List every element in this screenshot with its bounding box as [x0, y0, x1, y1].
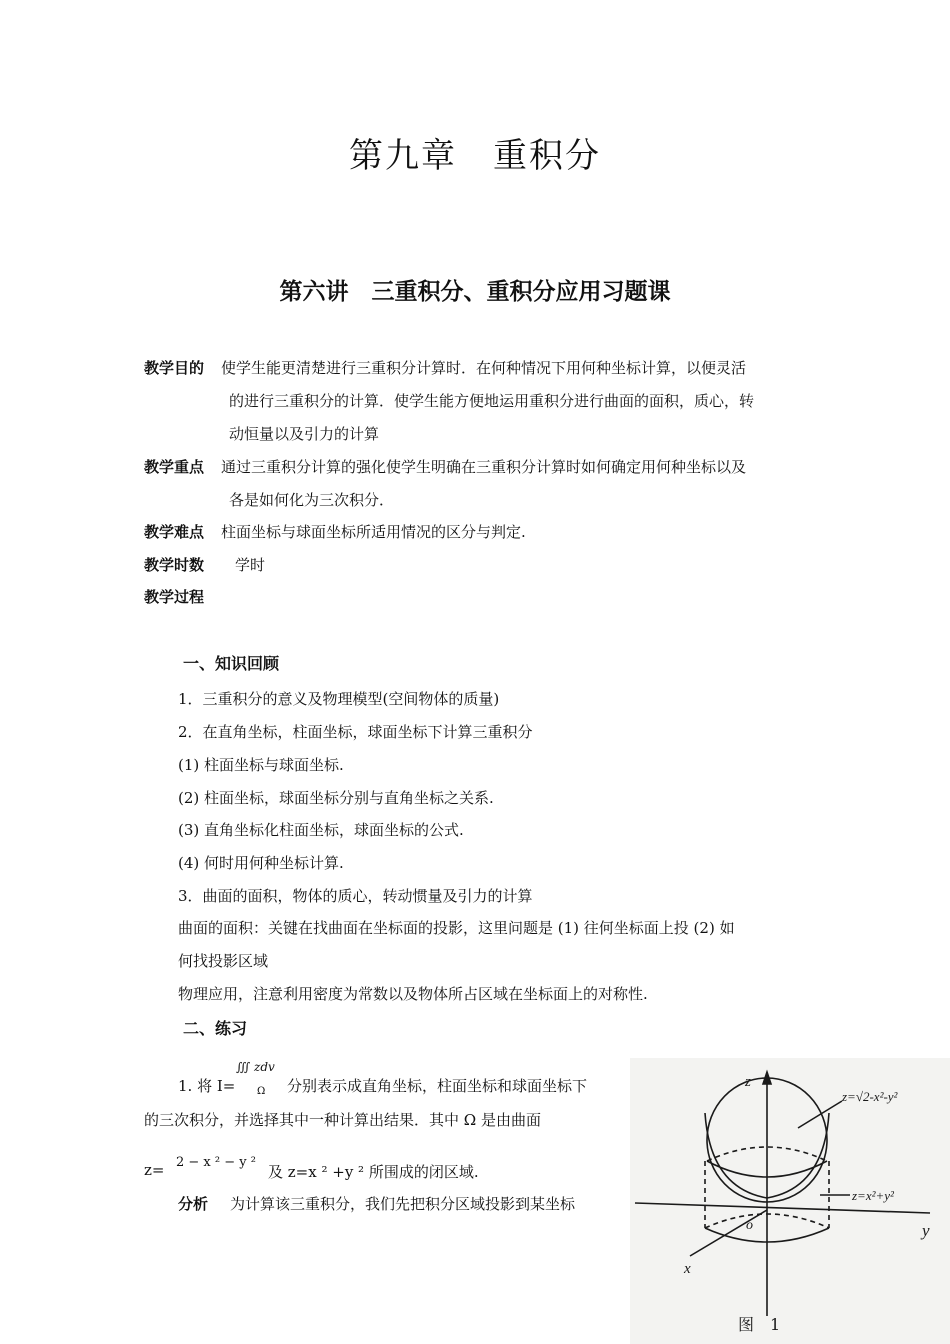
paraboloid-label: z=x²+y² — [852, 1188, 894, 1203]
triple-integral-symbol: ∭ zdv — [236, 1060, 275, 1074]
purpose-label: 教学目的 — [144, 359, 205, 377]
sqrt-expression: 2 − x ² − y ² — [176, 1155, 256, 1170]
purpose-line-1: 使学生能更清楚进行三重积分计算时．在何种情况下用何种坐标计算，以便灵活 — [221, 359, 747, 377]
list-item: (4) 何时用何种坐标计算. — [178, 854, 344, 872]
lecture-title: 第六讲 三重积分、重积分应用习题课 — [279, 279, 671, 305]
list-item: 1．三重积分的意义及物理模型(空间物体的质量) — [178, 690, 500, 708]
key-line-2: 各是如何化为三次积分． — [229, 491, 395, 509]
problem-prefix: 1. 将 I= — [178, 1077, 236, 1095]
difficulty-label: 教学难点 — [144, 523, 205, 541]
analysis-label: 分析 — [178, 1195, 209, 1213]
sphere-label: z=√2-x²-y² — [842, 1089, 898, 1104]
list-item: (3) 直角坐标化柱面坐标，球面坐标的公式. — [178, 821, 464, 839]
y-axis-label: y — [922, 1221, 930, 1240]
list-item: 3．曲面的面积，物体的质心，转动惯量及引力的计算 — [178, 887, 533, 905]
analysis-text: 为计算该三重积分，我们先把积分区域投影到某坐标 — [230, 1195, 576, 1213]
chapter-title: 第九章 重积分 — [349, 136, 601, 176]
list-item: 2．在直角坐标，柱面坐标，球面坐标下计算三重积分 — [178, 723, 533, 741]
surface-boundary-text: 及 z=x ² +y ² 所围成的闭区域. — [268, 1163, 479, 1181]
figure-caption: 图 1 — [738, 1315, 781, 1334]
section-heading-review: 一、知识回顾 — [183, 654, 280, 673]
problem-text-1: 分别表示成直角坐标，柱面坐标和球面坐标下 — [287, 1077, 588, 1095]
hours-label: 教学时数 — [144, 556, 205, 574]
purpose-line-2: 的进行三重积分的计算．使学生能方便地运用重积分进行曲面的面积，质心，转 — [229, 392, 755, 410]
hours-text: 学时 — [235, 556, 266, 574]
sphere-leader — [798, 1101, 842, 1128]
physics-text: 物理应用，注意利用密度为常数以及物体所占区域在坐标面上的对称性. — [178, 985, 648, 1003]
surface-text-line-2: 何找投影区域 — [178, 952, 269, 970]
z-axis-label: z — [745, 1074, 751, 1090]
purpose-line-3: 动恒量以及引力的计算 — [229, 425, 380, 443]
surface-text-line-1: 曲面的面积：关键在找曲面在坐标面的投影，这里问题是 (1) 往何坐标面上投 (2) 如 — [178, 919, 735, 937]
process-label: 教学过程 — [144, 588, 205, 606]
section-heading-practice: 二、练习 — [183, 1019, 248, 1038]
y-axis — [635, 1203, 930, 1213]
x-axis-label: x — [684, 1261, 691, 1277]
key-line-1: 通过三重积分计算的强化使学生明确在三重积分计算时如何确定用何种坐标以及 — [221, 458, 747, 476]
problem-text-2: 的三次积分，并选择其中一种计算出结果．其中 Ω 是由曲面 — [144, 1111, 541, 1129]
figure-1 — [630, 1058, 950, 1344]
region-diagram — [630, 1058, 950, 1344]
integral-domain: Ω — [257, 1086, 266, 1097]
x-axis — [690, 1210, 767, 1256]
key-label: 教学重点 — [144, 458, 205, 476]
difficulty-text: 柱面坐标与球面坐标所适用情况的区分与判定. — [221, 523, 526, 541]
list-item: (1) 柱面坐标与球面坐标. — [178, 756, 344, 774]
origin-label: o — [746, 1218, 753, 1233]
z-equals-label: z= — [144, 1161, 165, 1179]
list-item: (2) 柱面坐标，球面坐标分别与直角坐标之关系. — [178, 789, 494, 807]
